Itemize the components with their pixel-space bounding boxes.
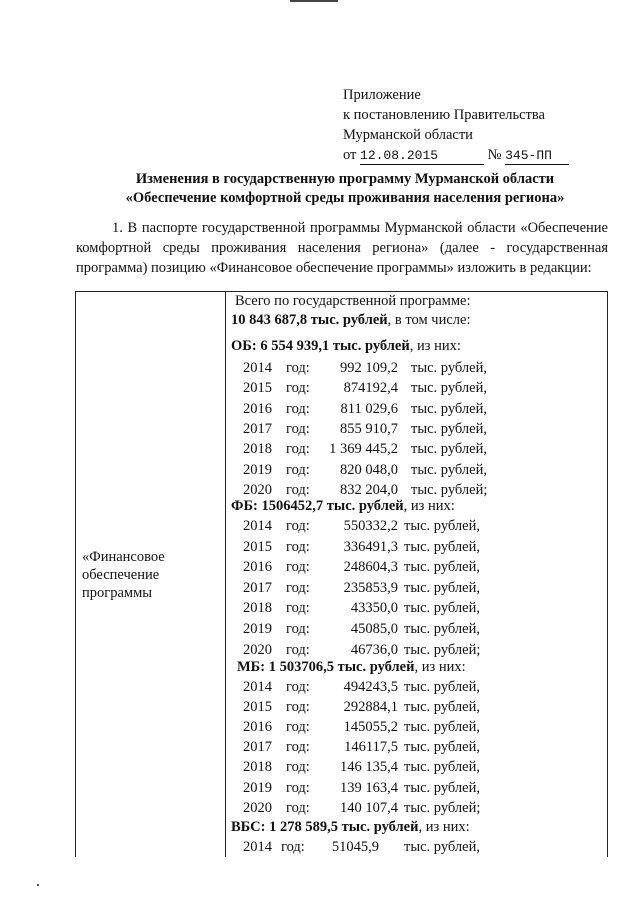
unit-cell: тыс. рублей;: [404, 641, 481, 658]
year-word: год:: [286, 679, 310, 695]
year-word: год:: [286, 360, 310, 376]
year-cell: 2018: [243, 441, 272, 458]
year-word: год:: [286, 481, 310, 498]
title-line-2: «Обеспечение комфортной среды проживания населения региона»: [125, 190, 565, 206]
unit-cell: тыс. рублей;: [411, 481, 488, 498]
year-cell: 2014: [243, 360, 272, 376]
decree-date: 12.08.2015: [360, 148, 484, 165]
year-row: [231, 598, 603, 618]
left-label-cell: [82, 548, 220, 602]
year-word: год:: [286, 779, 310, 796]
total-amount-line: [231, 312, 470, 329]
attachment-line-2: к постановлению Правительства: [343, 107, 545, 123]
year-row: [231, 677, 603, 697]
year-row: [231, 619, 603, 639]
scan-speck: [37, 884, 39, 886]
year-word: год:: [286, 699, 310, 716]
amount-cell: 235853,9: [343, 579, 398, 596]
amount-cell: 43350,0: [350, 600, 398, 617]
group-suffix: , из них:: [403, 498, 455, 514]
year-word: год:: [286, 600, 310, 617]
unit-cell: тыс. рублей,: [411, 441, 487, 458]
column-divider: [225, 292, 226, 857]
amount-cell: 811 029,6: [340, 400, 398, 417]
unit-cell: тыс. рублей,: [404, 779, 480, 796]
total-line: Всего по государственной программе:: [235, 293, 471, 309]
from-label: от: [343, 147, 357, 163]
unit-cell: тыс. рублей,: [404, 719, 480, 736]
year-word: год:: [286, 518, 310, 534]
amount-cell: 146 135,4: [340, 759, 398, 776]
year-row: [231, 737, 603, 757]
group-total: МБ: 1 503706,5 тыс. рублей: [237, 659, 415, 675]
year-word: год:: [286, 739, 310, 756]
decree-number: 345-ПП: [505, 148, 569, 165]
year-word: год:: [286, 380, 310, 397]
year-row: [231, 640, 603, 660]
amount-cell: 292884,1: [343, 699, 398, 716]
year-row: [231, 537, 603, 557]
year-word: год:: [286, 441, 310, 458]
unit-cell: тыс. рублей,: [411, 400, 487, 417]
group-total: ФБ: 1506452,7 тыс. рублей: [231, 498, 404, 514]
year-cell: 2020: [243, 481, 272, 498]
year-cell: 2017: [243, 739, 272, 756]
amount-cell: 145055,2: [343, 719, 398, 736]
year-cell: 2018: [243, 759, 272, 776]
year-row: [231, 697, 603, 717]
year-word: год:: [286, 641, 310, 658]
year-word: год:: [286, 799, 310, 816]
group-heading: [237, 659, 466, 676]
year-word: год:: [286, 621, 310, 637]
group-suffix: , из них:: [409, 338, 461, 354]
year-word: год:: [281, 839, 305, 855]
title-line-1: Изменения в государственную программу Мурманской области: [135, 171, 555, 187]
amount-cell: 855 910,7: [340, 420, 398, 437]
amount-cell: 550332,2: [343, 518, 398, 534]
total-suffix: , в том числе:: [387, 312, 471, 328]
amount-cell: 248604,3: [343, 559, 398, 576]
amount-cell: 45085,0: [350, 621, 398, 637]
group-total: ВБС: 1 278 589,5 тыс. рублей: [231, 819, 419, 835]
left-label-line: программы: [82, 585, 152, 601]
year-row: [231, 358, 603, 378]
year-word: год:: [286, 579, 310, 596]
group-heading: [231, 338, 461, 355]
year-word: год:: [286, 400, 310, 417]
year-cell: 2014: [243, 839, 272, 855]
amount-cell: 1 369 445,2: [329, 441, 398, 458]
amount-cell: 494243,5: [343, 679, 398, 695]
amount-cell: 139 163,4: [340, 779, 398, 796]
unit-cell: тыс. рублей,: [404, 538, 480, 555]
year-cell: 2019: [243, 779, 272, 796]
year-row: [231, 717, 603, 737]
year-cell: 2015: [243, 538, 272, 555]
group-total: ОБ: 6 554 939,1 тыс. рублей: [231, 338, 410, 354]
amount-cell: 140 107,4: [340, 799, 398, 816]
year-word: год:: [286, 719, 310, 736]
year-row: [231, 419, 603, 439]
group-heading: [231, 819, 470, 836]
attachment-line-1: Приложение: [343, 87, 421, 103]
amount-cell: 992 109,2: [340, 360, 398, 376]
attachment-line-3: Мурманской области: [343, 127, 473, 143]
unit-cell: тыс. рублей,: [404, 621, 480, 637]
financing-table: [75, 291, 608, 857]
amount-cell: 46736,0: [350, 641, 398, 658]
year-cell: 2016: [243, 719, 272, 736]
left-label-line: обеспечение: [82, 567, 160, 583]
group-suffix: , из них:: [418, 819, 470, 835]
amount-cell: 874192,4: [343, 380, 398, 397]
document-title: [80, 170, 610, 208]
year-cell: 2017: [243, 420, 272, 437]
year-row: [231, 757, 603, 777]
year-cell: 2020: [243, 799, 272, 816]
year-word: год:: [286, 420, 310, 437]
year-cell: 2019: [243, 621, 272, 637]
year-row: [231, 578, 603, 598]
left-label-line: «Финансовое: [82, 549, 165, 565]
decree-line: [343, 145, 569, 165]
attachment-block: [343, 85, 569, 165]
unit-cell: тыс. рублей,: [404, 759, 480, 776]
year-word: год:: [286, 538, 310, 555]
year-row: [231, 557, 603, 577]
unit-cell: тыс. рублей,: [404, 739, 480, 756]
total-amount: 10 843 687,8 тыс. рублей: [231, 312, 388, 328]
year-cell: 2017: [243, 579, 272, 596]
unit-cell: тыс. рублей;: [404, 799, 481, 816]
amount-cell: 832 204,0: [340, 481, 398, 498]
year-row: [231, 837, 603, 857]
unit-cell: тыс. рублей,: [411, 360, 487, 376]
year-row: [231, 378, 603, 398]
number-label: №: [487, 147, 502, 163]
year-cell: 2016: [243, 559, 272, 576]
amount-cell: 146117,5: [344, 739, 398, 756]
top-rule: [290, 0, 338, 2]
year-cell: 2014: [243, 679, 272, 695]
unit-cell: тыс. рублей,: [411, 461, 487, 478]
unit-cell: тыс. рублей,: [411, 380, 487, 397]
amount-cell: 51045,9: [331, 839, 379, 855]
year-cell: 2016: [243, 400, 272, 417]
unit-cell: тыс. рублей,: [404, 679, 480, 695]
year-cell: 2014: [243, 518, 272, 534]
year-word: год:: [286, 461, 310, 478]
unit-cell: тыс. рублей,: [404, 518, 480, 534]
unit-cell: тыс. рублей,: [404, 559, 480, 576]
year-row: [231, 460, 603, 480]
year-cell: 2020: [243, 641, 272, 658]
amount-cell: 820 048,0: [340, 461, 398, 478]
unit-cell: тыс. рублей,: [404, 699, 480, 716]
amount-cell: 336491,3: [343, 538, 398, 555]
year-row: [231, 798, 603, 818]
unit-cell: тыс. рублей,: [404, 579, 480, 596]
unit-cell: тыс. рублей,: [404, 839, 480, 855]
year-word: год:: [286, 559, 310, 576]
unit-cell: тыс. рублей,: [404, 600, 480, 617]
year-row: [231, 778, 603, 798]
year-cell: 2018: [243, 600, 272, 617]
year-row: [231, 399, 603, 419]
unit-cell: тыс. рублей,: [411, 420, 487, 437]
year-row: [231, 516, 603, 536]
year-cell: 2015: [243, 380, 272, 397]
year-cell: 2015: [243, 699, 272, 716]
year-word: год:: [286, 759, 310, 776]
group-heading: [231, 498, 455, 515]
year-cell: 2019: [243, 461, 272, 478]
group-suffix: , из них:: [414, 659, 466, 675]
year-row: [231, 439, 603, 459]
intro-paragraph: 1. В паспорте государственной программы Мурманской области «Обеспечение комфортной среды проживания населения региона» (далее - государственная программа) позицию «Финансовое обеспечение программы» изложить в редакции:: [76, 220, 608, 276]
year-row: [231, 480, 603, 500]
